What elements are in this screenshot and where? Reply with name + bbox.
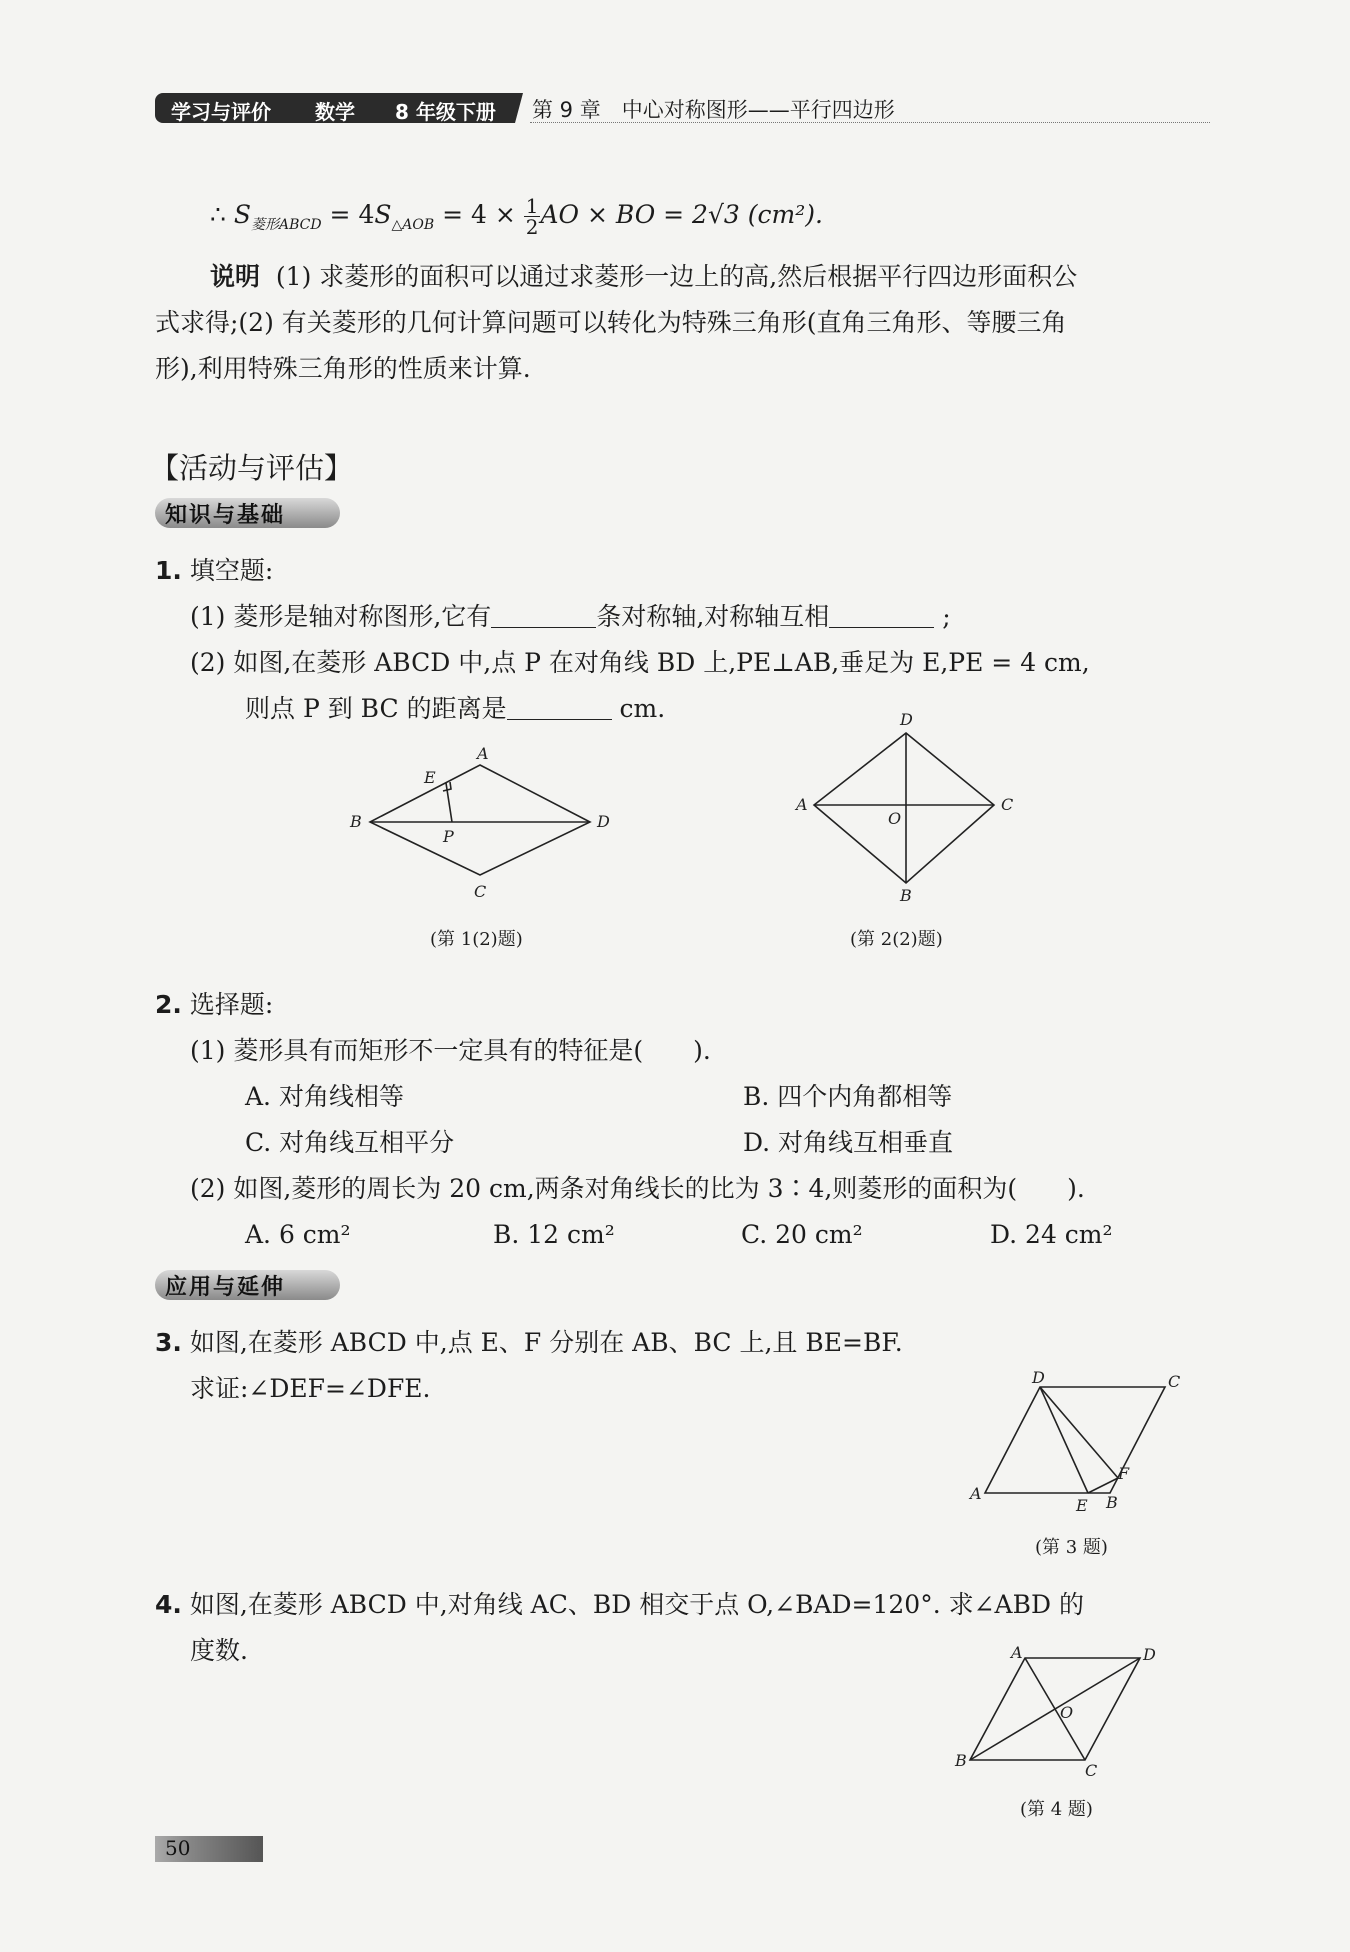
q2-p1-option-c: C. 对角线互相平分 (245, 1128, 455, 1157)
fig3-label-e: E (1076, 1496, 1088, 1515)
note-label: 说明 (210, 262, 261, 291)
figure-1-2-rhombus (340, 735, 630, 905)
activity-title: 【活动与评估】 (150, 451, 354, 485)
fig3-segment-df (1040, 1387, 1118, 1478)
fig1-label-d: D (597, 812, 610, 831)
q1-p1-blank-2[interactable] (829, 602, 934, 628)
fig3-rhombus-outline (985, 1387, 1165, 1493)
figure-4-rhombus (945, 1640, 1175, 1780)
q2-heading (155, 990, 273, 1020)
fig3-label-c: C (1168, 1372, 1181, 1391)
q1-p1-text-c: ; (942, 602, 951, 631)
fig3-segment-de (1040, 1387, 1088, 1493)
formula-s1-sub: 菱形ABCD (251, 217, 322, 233)
section-label-application-text: 应用与延伸 (165, 1275, 286, 1300)
q1-p1-text-b: 条对称轴,对称轴互相 (596, 602, 830, 631)
q2-p1-option-d: D. 对角线互相垂直 (743, 1128, 954, 1157)
q4-text-1: 如图,在菱形 ABCD 中,对角线 AC、BD 相交于点 O,∠BAD=120°. 求∠ABD 的 (189, 1590, 1084, 1619)
q3-line-1 (155, 1328, 903, 1358)
fig4-label-a: A (1011, 1643, 1023, 1662)
q2-number: 2. (155, 990, 182, 1019)
fig2-rhombus-outline (814, 733, 994, 883)
header-divider (530, 122, 1210, 123)
header-tab-shape (515, 93, 523, 123)
q2-p1-option-b: B. 四个内角都相等 (743, 1082, 953, 1111)
figure-3-rhombus (960, 1365, 1190, 1515)
fig2-label-c: C (1001, 795, 1014, 814)
q4-number: 4. (155, 1590, 182, 1619)
fig4-label-o: O (1060, 1703, 1074, 1722)
fig1-label-e: E (424, 768, 436, 787)
header-subject: 数学 (315, 100, 355, 124)
fig4-label-c: C (1085, 1761, 1098, 1780)
q1-p1-text-a: (1) 菱形是轴对称图形,它有 (190, 602, 492, 631)
formula-eq1: = 4 (321, 200, 375, 229)
q2-p2-option-d: D. 24 cm² (990, 1220, 1113, 1249)
q2-part2: (2) 如图,菱形的周长为 20 cm,两条对角线长的比为 3∶4,则菱形的面积为( ). (190, 1174, 1085, 1203)
figure-2-2-rhombus (790, 705, 1030, 905)
q2-title: 选择题: (189, 990, 274, 1019)
fig3-label-b: B (1106, 1493, 1118, 1512)
fig2-label-d: D (900, 710, 913, 729)
header-series: 学习与评价 (171, 100, 271, 124)
figure-3-caption: (第 3 题) (1035, 1537, 1108, 1558)
figure-1-2-caption: (第 1(2)题) (430, 929, 523, 950)
page-number-bar (155, 1836, 263, 1862)
fig4-label-d: D (1143, 1645, 1156, 1664)
fig1-label-c: C (474, 882, 487, 901)
page-number: 50 (165, 1836, 191, 1860)
q1-p1-blank-1[interactable] (491, 602, 596, 628)
fig1-rhombus-outline (370, 765, 590, 875)
q4-line-2: 度数. (190, 1636, 248, 1665)
fig1-label-p: P (443, 827, 454, 846)
header-grade: 8 年级下册 (395, 100, 496, 124)
q1-part1 (190, 602, 951, 632)
figure-4-caption: (第 4 题) (1020, 1799, 1093, 1820)
fig4-label-b: B (955, 1751, 967, 1770)
note-line-2: 式求得;(2) 有关菱形的几何计算问题可以转化为特殊三角形(直角三角形、等腰三角 (155, 308, 1067, 337)
fig2-label-b: B (900, 886, 912, 905)
fraction-denominator: 2 (525, 215, 539, 239)
fig1-label-b: B (350, 812, 362, 831)
q1-part2-line1: (2) 如图,在菱形 ABCD 中,点 P 在对角线 BD 上,PE⊥AB,垂足为 E,PE = 4 cm, (190, 648, 1090, 677)
q2-p1-option-a: A. 对角线相等 (245, 1082, 404, 1111)
formula-s2-sub: △AOB (391, 217, 435, 233)
q2-p2-option-b: B. 12 cm² (493, 1220, 615, 1249)
fig2-label-o: O (888, 809, 902, 828)
fig1-label-a: A (477, 744, 489, 763)
q1-p2-blank[interactable] (507, 694, 612, 720)
fig3-label-f: F (1118, 1464, 1130, 1483)
area-formula (210, 196, 823, 237)
note-line-3: 形),利用特殊三角形的性质来计算. (155, 354, 531, 383)
formula-s1: S (233, 200, 251, 229)
fig2-label-a: A (796, 795, 808, 814)
fraction-numerator: 1 (525, 194, 539, 218)
q1-heading (155, 556, 273, 586)
q4-line-1 (155, 1590, 1084, 1620)
q2-p2-option-a: A. 6 cm² (245, 1220, 351, 1249)
q1-p2-text-a: 则点 P 到 BC 的距离是 (245, 694, 507, 723)
note-line-1 (210, 262, 1077, 292)
q1-title: 填空题: (189, 556, 274, 585)
section-label-application (155, 1270, 340, 1300)
fig3-label-a: A (970, 1484, 982, 1503)
q2-part1: (1) 菱形具有而矩形不一定具有的特征是( ). (190, 1036, 711, 1065)
q3-text-1: 如图,在菱形 ABCD 中,点 E、F 分别在 AB、BC 上,且 BE=BF. (189, 1328, 903, 1357)
q3-line-2: 求证:∠DEF=∠DFE. (190, 1374, 431, 1403)
section-label-basics (155, 498, 340, 528)
section-label-basics-text: 知识与基础 (165, 503, 286, 528)
formula-s2: S (374, 200, 392, 229)
header-badge (155, 93, 515, 123)
q2-p2-option-c: C. 20 cm² (741, 1220, 863, 1249)
fig4-diagonal-bd (970, 1658, 1140, 1760)
q3-number: 3. (155, 1328, 182, 1357)
formula-eq2: = 4 × (434, 200, 524, 229)
note-text-1: (1) 求菱形的面积可以通过求菱形一边上的高,然后根据平行四边形面积公 (275, 262, 1078, 291)
therefore-symbol: ∴ (210, 200, 226, 229)
figure-2-2-caption: (第 2(2)题) (850, 929, 943, 950)
formula-rest: AO × BO = 2√3 (cm²). (540, 200, 823, 229)
chapter-title: 第 9 章 中心对称图形——平行四边形 (532, 98, 895, 122)
fraction (524, 196, 541, 237)
q1-p2-text-b: cm. (611, 694, 666, 723)
q1-number: 1. (155, 556, 182, 585)
fig3-label-d: D (1032, 1368, 1045, 1387)
q1-part2-line2 (245, 694, 665, 724)
